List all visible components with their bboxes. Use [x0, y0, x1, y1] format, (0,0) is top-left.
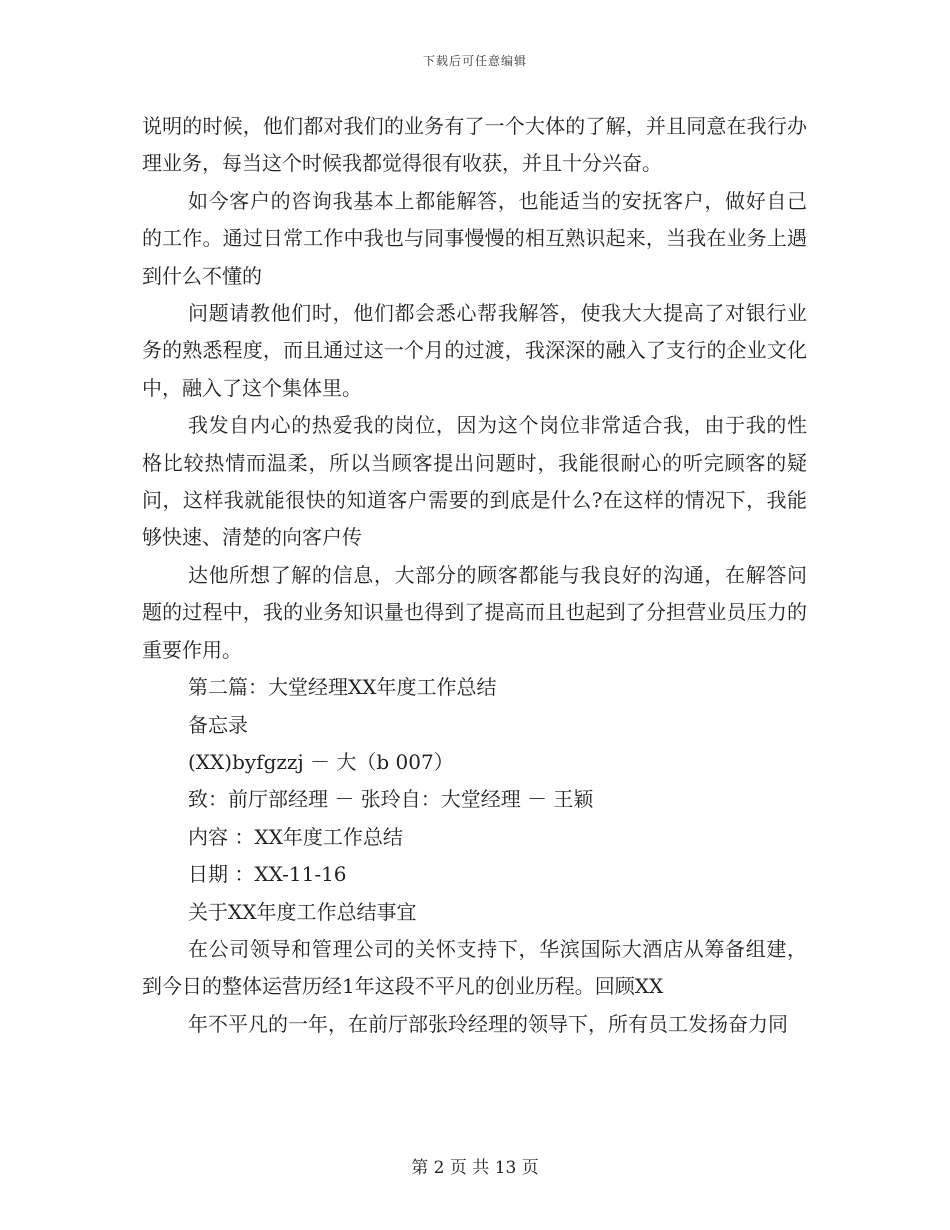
- memo-subject: 内容 ：XX年度工作总结: [188, 824, 403, 849]
- page-number: 第 2 页 共 13 页: [411, 1158, 539, 1178]
- paragraph: 说明的时候，他们都对我们的业务有了一个大体的了解，并且同意在我行办理业务，每当这个时候我都觉得很有收获，并且十分兴奋。: [142, 114, 807, 176]
- section-title: 第二篇：大堂经理XX年度工作总结: [188, 675, 497, 700]
- paragraph: 如今客户的咨询我基本上都能解答，也能适当的安抚客户，做好自己的工作。通过日常工作中我也与同事慢慢的相互熟识起来，当我在业务上遇到什么不懂的: [142, 188, 807, 288]
- paragraph: 问题请教他们时，他们都会悉心帮我解答，使我大大提高了对银行业务的熟悉程度，而且通过这一个月的过渡，我深深的融入了支行的企业文化中，融入了这个集体里。: [142, 301, 807, 400]
- page-header: 下载后可任意编辑: [422, 54, 527, 68]
- memo-reference: (XX)byfgzzj － 大（b 007）: [188, 749, 454, 774]
- memo-to-from: 致：前厅部经理 － 张玲自：大堂经理 － 王颖: [188, 787, 594, 812]
- memo-heading: 备忘录: [188, 712, 248, 737]
- memo-topic: 关于XX年度工作总结事宜: [188, 899, 417, 924]
- document-body: [142, 108, 807, 1043]
- paragraph: 在公司领导和管理公司的关怀支持下，华滨国际大酒店从筹备组建，到今日的整体运营历经1年这段不平凡的创业历程。回顾XX: [142, 936, 807, 999]
- memo-date: 日期 ：XX-11-16: [188, 862, 347, 887]
- paragraph: 我发自内心的热爱我的岗位，因为这个岗位非常适合我，由于我的性格比较热情而温柔，所以当顾客提出问题时，我能很耐心的听完顾客的疑问，这样我就能很快的知道客户需要的到底是什么?在这样的情况下，我能够快速、清楚的向客户传: [142, 413, 807, 550]
- paragraph: 达他所想了解的信息，大部分的顾客都能与我良好的沟通，在解答问题的过程中，我的业务知识量也得到了提高而且也起到了分担营业员压力的重要作用。: [142, 562, 807, 662]
- paragraph: 年不平凡的一年，在前厅部张玲经理的领导下，所有员工发扬奋力同: [188, 1011, 788, 1036]
